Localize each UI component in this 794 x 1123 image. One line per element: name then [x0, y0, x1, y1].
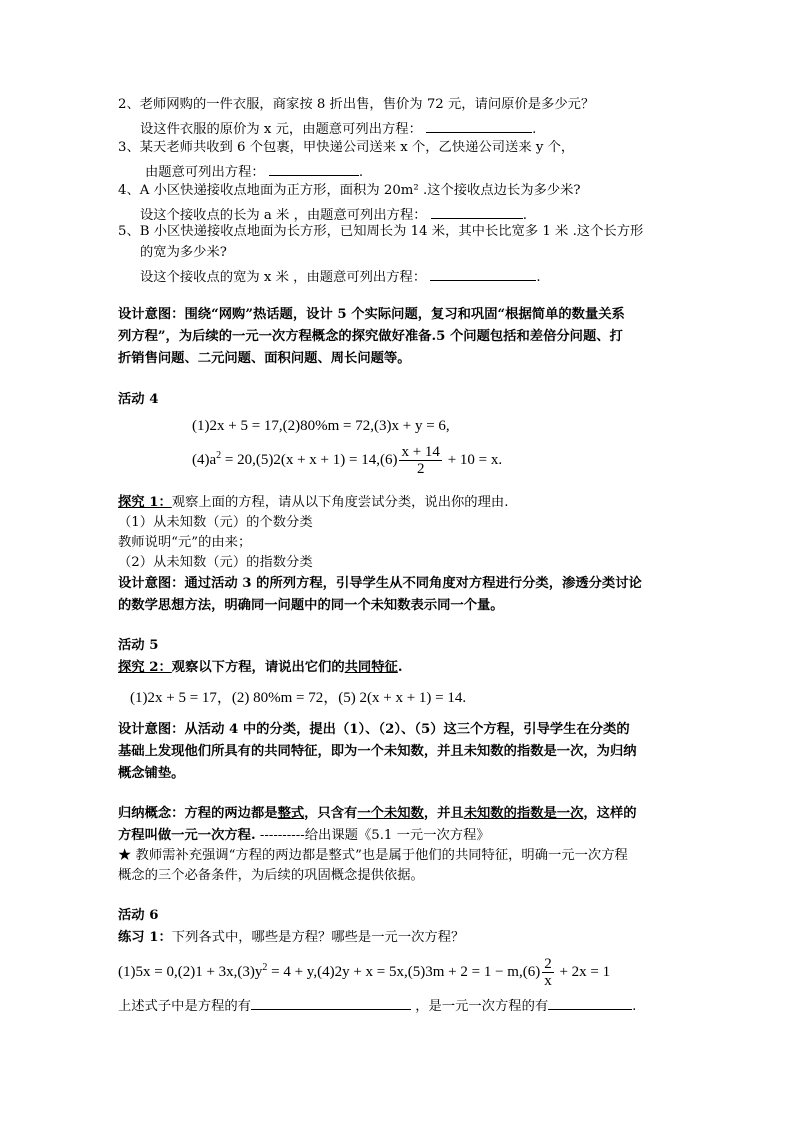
eq-row2-denominator: 2 [416, 461, 425, 477]
activity-4-design-line-2: 的数学思想方法，明确同一问题中的同一个未知数表示同一个量。 [118, 598, 504, 613]
answer-linear-label: ，是一元一次方程的有 [415, 999, 549, 1014]
explore-2 [118, 658, 402, 678]
concept-note-line-2: 概念的三个必备条件，为后续的巩固概念提供依据。 [118, 868, 424, 883]
activity-4-title: 活动 4 [118, 392, 159, 407]
answer-equations-label: 上述式子中是方程的有 [118, 999, 251, 1014]
problem-3-setup-text: 由题意可列出方程： [145, 165, 265, 180]
activity-5-title: 活动 5 [118, 638, 159, 653]
explore-2-label: 探究 2： [118, 660, 172, 675]
explore-2-period: . [397, 660, 403, 675]
problem-4-setup-text: 设这个接收点的长为 a 米 ，由题意可列出方程： [140, 208, 427, 223]
ex-expr-part-b: = 4 + y,(4)2y + x = 5x,(5)3m + 2 = 1 − m,(6) [267, 963, 541, 980]
problem-4-answer-blank[interactable] [431, 204, 523, 219]
concept-definition-end: 方程叫做一元一次方程. [118, 828, 256, 843]
problem-2-setup-text: 设这件衣服的原价为 x 元，由题意可列出方程： [140, 122, 422, 137]
concept-seg-2: 整式 [277, 806, 305, 821]
activity-4-equations-row-2 [192, 444, 502, 477]
ex-expr-numerator: 2 [544, 956, 552, 972]
concept-line-1 [118, 804, 637, 824]
problem-5-question-cont: 的宽为多少米? [140, 245, 227, 260]
problem-2-question: 2、老师网购的一件衣服，商家按 8 折出售，售价为 72 元，请问原价是多少元？ [118, 97, 595, 112]
answer-linear-blank[interactable] [548, 995, 632, 1010]
activity-5-design-line-2: 基础上发现他们所具有的共同特征，即为一个未知数，并且未知数的指数是一次，为归纳 [118, 744, 637, 759]
problem-5-question: 5、B 小区快递接收点地面为长方形，已知周长为 14 米，其中长比宽多 1 米 .这个长方形 [118, 224, 644, 239]
eq-row2-part-b: = 20,(5)2(x + x + 1) = 14,(6) [221, 451, 398, 468]
ex-expr-exponent: 2 [262, 961, 268, 973]
problem-2-period: . [532, 122, 537, 137]
problem-5-period: . [536, 270, 541, 285]
problem-2-answer-blank[interactable] [426, 118, 532, 133]
activity-4-teacher-note: 教师说明“元”的由来； [118, 535, 252, 550]
concept-seg-7: ，这样的 [583, 806, 637, 821]
concept-seg-1: 归纳概念：方程的两边都是 [118, 806, 278, 821]
problem-4-question: 4、A 小区快递接收点地面为正方形，面积为 20m² .这个接收点边长为多少米? [118, 183, 581, 198]
problem-3-period: . [358, 165, 364, 180]
explore-1-label: 探究 1： [118, 495, 172, 510]
eq-row2-numerator: x + 14 [401, 444, 440, 460]
exercise-1-text: 下列各式中，哪些是方程？哪些是一元一次方程？ [171, 930, 465, 945]
problem-5-answer-blank[interactable] [430, 266, 536, 281]
answer-period: . [632, 999, 637, 1014]
concept-seg-6: 未知数的指数是一次 [463, 806, 584, 821]
exercise-1 [118, 928, 464, 948]
problem-5-setup-text: 设这个接收点的宽为 x 米 ，由题意可列出方程： [140, 270, 427, 285]
activity-5-design-line-3: 概念铺垫。 [118, 766, 185, 781]
activity-5-design-line-1: 设计意图：从活动 4 中的分类，提出（1）、（2）、（5）这三个方程，引导学生在分类的 [118, 722, 630, 737]
ex-expr-part-a: (1)5x = 0,(2)1 + 3x,(3)y [118, 963, 263, 980]
problem-4-period: . [522, 208, 528, 223]
exercise-1-label: 练习 1： [118, 930, 172, 945]
activity-4-item-1: （1）从未知数（元）的个数分类 [118, 515, 313, 530]
explore-2-text: 观察以下方程，请说出它们的 [171, 660, 345, 675]
problem-3-question: 3、某天老师共收到 6 个包裹，甲快递公司送来 x 个，乙快递公司送来 y 个， [118, 140, 575, 155]
problem-3-answer-blank[interactable] [269, 161, 359, 176]
activity-4-equations-row-1: (1)2x + 5 = 17,(2)80%m = 72,(3)x + y = 6, [192, 418, 450, 434]
concept-note-line-1: ★ 教师需补充强调“方程的两边都是整式”也是属于他们的共同特征，明确一元一次方程 [118, 848, 628, 863]
exercise-1-answer-line [118, 995, 636, 1017]
explore-2-underlined: 共同特征 [344, 660, 398, 675]
exercise-1-expressions [118, 956, 610, 989]
eq-row2-part-a: (4)a [192, 451, 217, 468]
activity-4-design-line-1: 设计意图：通过活动 3 的所列方程，引导学生从不同角度对方程进行分类，渗透分类讨论 [118, 576, 642, 591]
ex-expr-denominator: x [544, 973, 552, 989]
problem-2-setup [140, 118, 536, 140]
design-intent-1-line-2: 列方程”，为后续的一元一次方程概念的探究做好准备.5 个问题包括和差倍分问题、打 [118, 329, 623, 344]
answer-equations-blank[interactable] [251, 995, 411, 1010]
concept-lesson-title: ----------给出课题《5.1 一元一次方程》 [255, 828, 490, 843]
design-intent-1-line-1: 设计意图：围绕“网购”热话题，设计 5 个实际问题，复习和巩固“根据简单的数量关系 [118, 307, 625, 322]
activity-6-title: 活动 6 [118, 908, 159, 923]
eq-row2-fraction [399, 444, 441, 477]
ex-expr-fraction [542, 956, 554, 989]
eq-row2-exponent: 2 [216, 449, 222, 461]
ex-expr-part-c: + 2x = 1 [555, 963, 611, 980]
explore-1 [118, 493, 508, 513]
explore-1-text: 观察上面的方程，请从以下角度尝试分类，说出你的理由. [171, 495, 509, 510]
activity-5-equations: (1)2x + 5 = 17，(2) 80%m = 72，(5) 2(x + x + 1) = 14. [130, 690, 467, 706]
design-intent-1-line-3: 折销售问题、二元问题、面积问题、周长问题等。 [118, 351, 411, 366]
eq-row2-part-c: + 10 = x. [443, 451, 503, 468]
concept-line-2 [118, 826, 490, 846]
problem-5-setup [140, 266, 541, 288]
concept-seg-5: ，并且 [423, 806, 464, 821]
activity-4-item-2: （2）从未知数（元）的指数分类 [118, 555, 313, 570]
problem-3-setup [145, 161, 363, 183]
concept-seg-3: ，只含有 [304, 806, 358, 821]
concept-seg-4: 一个未知数 [357, 806, 424, 821]
